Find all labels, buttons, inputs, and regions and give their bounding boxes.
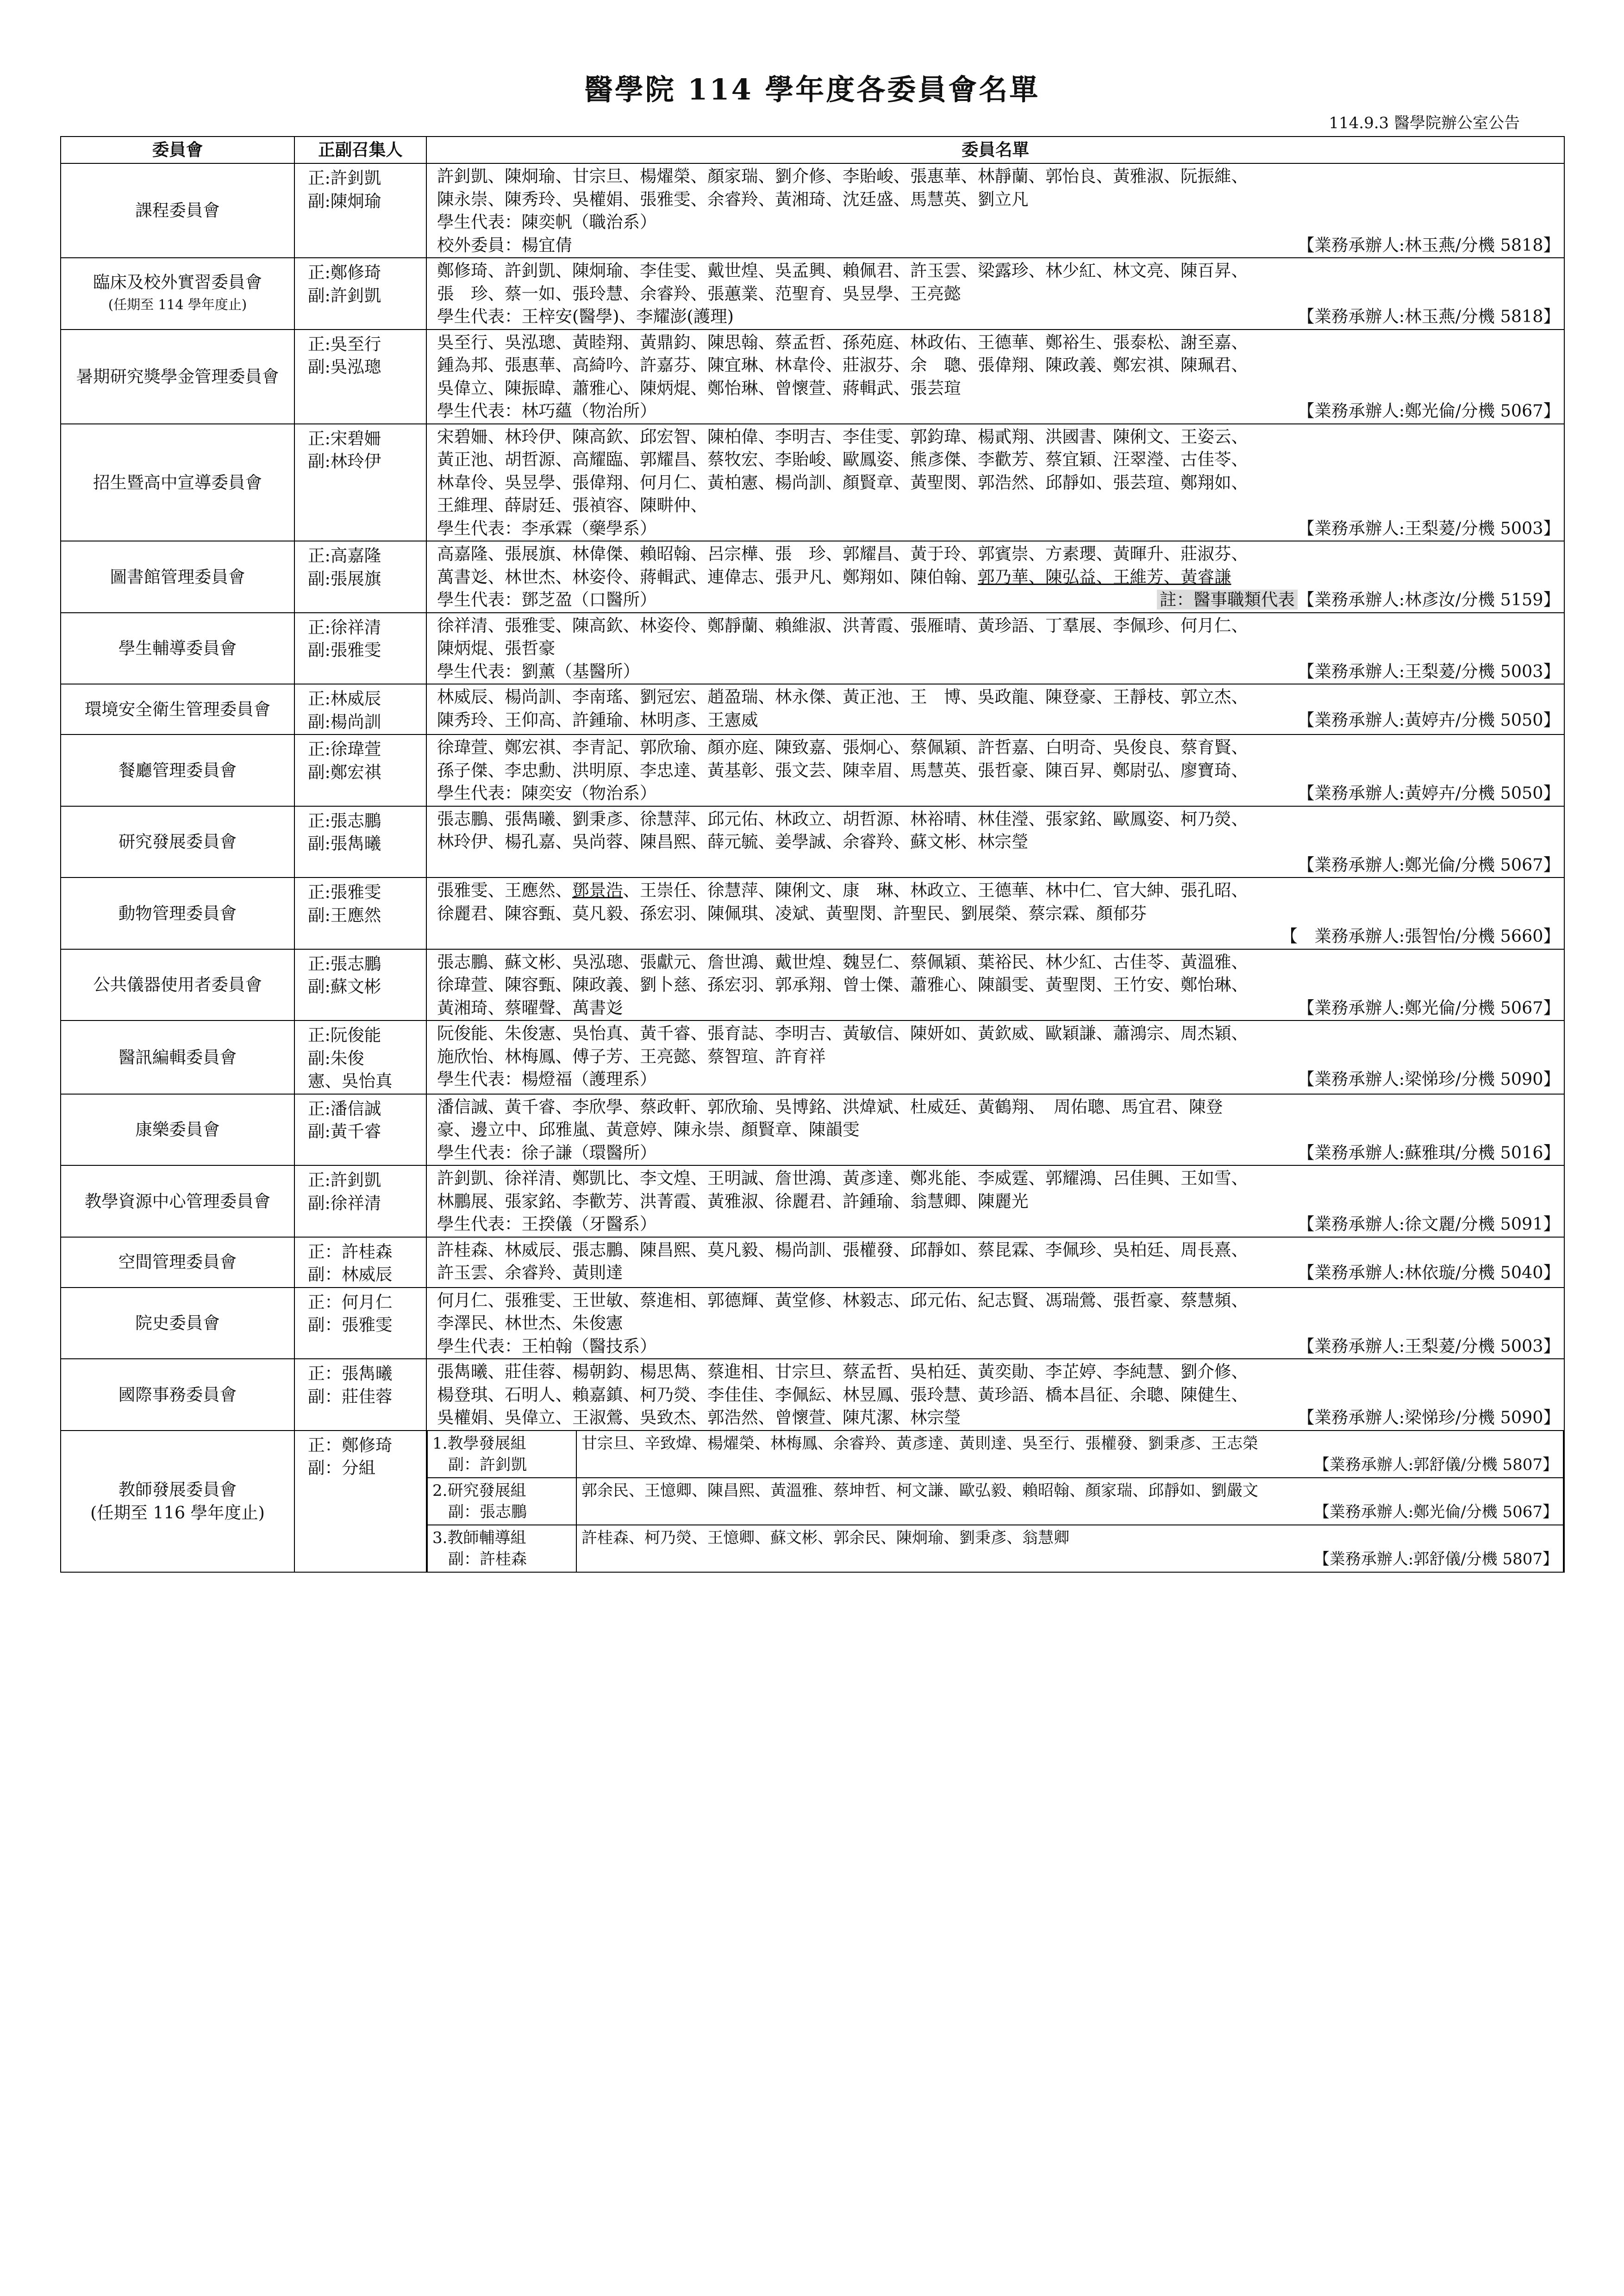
committee-name-text: 研究發展委員會 <box>118 832 237 852</box>
committee-conveners <box>294 541 426 613</box>
contact-wrap <box>1298 782 1560 805</box>
convener-line: 正:張志鵬 <box>308 953 381 974</box>
member-last-line <box>437 1068 1560 1091</box>
committee-name-text: 教學資源中心管理委員會 <box>84 1191 271 1211</box>
committee-name <box>61 684 294 734</box>
contact-wrap <box>1157 588 1560 611</box>
contact-wrap <box>1298 1335 1560 1358</box>
convener-line: 正:潘信誠 <box>308 1098 381 1119</box>
committee-members <box>426 1020 1564 1094</box>
committee-name <box>61 949 294 1021</box>
contact-wrap <box>1298 305 1560 328</box>
committee-name <box>61 877 294 949</box>
subgroup-member-list: 郭余民、王憶卿、陳昌熙、黃溫雅、蔡坤哲、柯文謙、歐弘毅、賴昭翰、顏家瑞、邱靜如、劉嚴文 <box>581 1481 1258 1500</box>
committee-row <box>61 806 1564 878</box>
convener-line: 副:張雋曦 <box>308 834 381 853</box>
subgroup-row <box>427 1431 1563 1478</box>
committee-name-text: 空間管理委員會 <box>118 1252 237 1272</box>
committee-name <box>61 1359 294 1431</box>
contact-info: 【業務承辦人:林彥汝/分機 5159】 <box>1297 590 1560 610</box>
committee-conveners <box>294 330 426 424</box>
committee-row <box>61 1359 1564 1431</box>
header-convener: 正副召集人 <box>294 137 426 163</box>
member-line: 徐祥清、張雅雯、陳高欽、林姿伶、鄭靜蘭、賴維淑、洪菁霞、張雁晴、黃珍語、丁羣展、李佩珍、何月仁、 <box>437 615 1248 635</box>
member-line: 許桂森、林威辰、張志鵬、陳昌熙、莫凡毅、楊尚訓、張權發、邱靜如、蔡昆霖、李佩珍、吳柏廷、周長熹、 <box>437 1239 1248 1260</box>
member-last-text: 黃湘琦、蔡曜聲、萬書彣 <box>437 997 623 1018</box>
committee-members <box>426 1237 1564 1288</box>
subgroup-name: 3.教師輔導組 <box>432 1528 526 1547</box>
convener-line: 副:鄭宏祺 <box>308 762 381 782</box>
convener-line: 副：張雅雯 <box>308 1315 393 1335</box>
committee-name-text: 醫訊編輯委員會 <box>118 1047 237 1067</box>
committee-name-text: 圖書館管理委員會 <box>110 566 245 587</box>
contact-wrap <box>1298 234 1560 257</box>
member-last-line <box>437 925 1560 948</box>
convener-line: 副:王應然 <box>308 905 381 925</box>
member-last-text: 陳秀玲、王仰高、許鍾瑜、林明彥、王憲威 <box>437 709 758 730</box>
member-line: 何月仁、張雅雯、王世敏、蔡進相、郭德輝、黃堂修、林毅志、邱元佑、紀志賢、馮瑞鶯、張哲豪、蔡慧頻、 <box>437 1290 1248 1310</box>
convener-line: 副:黃千睿 <box>308 1121 381 1141</box>
member-line: 張志鵬、張雋曦、劉秉彥、徐慧萍、邱元佑、林政立、胡哲源、林裕晴、林佳瀅、張家銘、歐鳳姿、柯乃熒、 <box>437 809 1248 829</box>
committee-name <box>61 1165 294 1237</box>
committee-members <box>426 1359 1564 1431</box>
subgroup-members <box>576 1478 1563 1525</box>
committee-name <box>61 424 294 541</box>
committee-name <box>61 1431 294 1572</box>
contact-info: 【業務承辦人:林玉燕/分機 5818】 <box>1297 235 1560 255</box>
convener-line: 正：許桂森 <box>308 1241 393 1262</box>
member-line: 孫子傑、李忠勳、洪明原、李忠達、黃基彰、張文芸、陳幸眉、馬慧英、張哲豪、陳百昇、鄭尉弘、廖寶琦、 <box>437 760 1248 780</box>
committee-members <box>426 684 1564 734</box>
committee-row <box>61 877 1564 949</box>
subgroup-member-list: 許桂森、柯乃熒、王憶卿、蘇文彬、郭余民、陳炯瑜、劉秉彥、翁慧卿 <box>581 1528 1069 1547</box>
contact-info: 【業務承辦人:黃婷卉/分機 5050】 <box>1297 783 1560 803</box>
header-members: 委員名單 <box>426 137 1564 163</box>
contact-info: 【業務承辦人:王梨萲/分機 5003】 <box>1297 518 1560 538</box>
member-line: 阮俊能、朱俊憲、吳怡真、黃千睿、張育誌、李明吉、黃敏信、陳妍如、黃欽威、歐穎謙、蕭鴻宗、周杰穎、 <box>437 1023 1248 1043</box>
convener-line: 副:蘇文彬 <box>308 977 381 996</box>
subgroup-contact-line <box>581 1549 1558 1570</box>
subgroup-title <box>427 1525 576 1572</box>
member-line <box>437 879 1560 902</box>
convener-line: 正：何月仁 <box>308 1292 393 1312</box>
member-last-line <box>437 588 1560 611</box>
contact-info: 【業務承辦人:黃婷卉/分機 5050】 <box>1297 709 1560 730</box>
convener-line: 副：林威辰 <box>308 1264 393 1284</box>
subgroup-vice: 副：張志鵬 <box>432 1502 527 1521</box>
note-badge: 註：醫事職類代表 <box>1157 590 1298 610</box>
committee-name-text: 課程委員會 <box>135 200 220 221</box>
member-line: 學生代表：陳奕帆（職治系） <box>437 212 657 232</box>
member-last-text: 學生代表：王柏翰（醫技系） <box>437 1336 657 1356</box>
committee-conveners <box>294 1020 426 1094</box>
member-line: 陳炳焜、張哲豪 <box>437 638 556 658</box>
committee-row <box>61 1431 1564 1572</box>
committee-row <box>61 734 1564 806</box>
convener-line: 正:許釗凱 <box>308 1170 381 1190</box>
convener-line: 正:徐祥清 <box>308 617 381 637</box>
convener-line: 副:徐祥清 <box>308 1193 381 1213</box>
convener-line: 副:吳泓璁 <box>308 357 381 377</box>
committee-members <box>426 877 1564 949</box>
contact-info: 【 業務承辦人:張智怡/分機 5660】 <box>1280 926 1560 946</box>
convener-line: 正:吳至行 <box>308 334 381 354</box>
committee-name-text: 動物管理委員會 <box>118 903 237 923</box>
committee-name-text: 學生輔導委員會 <box>118 638 237 658</box>
member-last-text: 學生代表：陳奕安（物治系） <box>437 783 657 803</box>
subgroup-name: 2.研究發展組 <box>432 1481 526 1500</box>
committee-conveners <box>294 258 426 330</box>
convener-line: 副:陳炯瑜 <box>308 191 381 211</box>
committee-term-note: (任期至 116 學年度止) <box>90 1502 265 1523</box>
convener-line: 正：鄭修琦 <box>308 1435 393 1455</box>
member-line: 張 珍、蔡一如、張玲慧、余睿羚、張蕙業、范聖育、吳昱學、王亮懿 <box>437 283 961 304</box>
committee-members <box>426 1288 1564 1359</box>
member-last-text: 學生代表：林巧蘊（物治所） <box>437 401 657 421</box>
committee-name-text: 公共儀器使用者委員會 <box>93 975 262 995</box>
contact-wrap <box>1298 1406 1560 1429</box>
committee-members <box>426 734 1564 806</box>
contact-wrap <box>1280 925 1560 948</box>
convener-line: 副:張雅雯 <box>308 640 381 660</box>
member-last-text: 學生代表：鄧芝盈（口醫所） <box>437 590 657 610</box>
member-line: 施欣怡、林梅鳳、傅子芳、王亮懿、蔡智瑄、許育祥 <box>437 1046 826 1066</box>
member-text: 、王崇任、徐慧萍、陳俐文、康 琳、林政立、王德華、林中仁、官大紳、張孔昭、 <box>623 880 1248 900</box>
member-line: 楊登琪、石明人、賴嘉鎮、柯乃熒、李佳佳、李佩紜、林昱鳳、張玲慧、黃珍語、橋本昌征、余聰、陳健生、 <box>437 1384 1248 1405</box>
member-last-line <box>437 996 1560 1020</box>
committee-conveners <box>294 613 426 684</box>
member-line: 徐麗君、陳容甄、莫凡毅、孫宏羽、陳佩琪、凌斌、黃聖閔、許聖民、劉展榮、蔡宗霖、顏郁芬 <box>437 903 1147 923</box>
committee-name <box>61 806 294 878</box>
convener-line: 正:阮俊能 <box>308 1025 381 1045</box>
contact-wrap <box>1298 1213 1560 1236</box>
member-line: 王維理、薛尉廷、張禎容、陳畊仲、 <box>437 495 707 515</box>
contact-wrap <box>1298 1068 1560 1091</box>
committee-name <box>61 163 294 258</box>
member-last-line <box>437 660 1560 683</box>
member-line: 鄭修琦、許釗凱、陳炯瑜、李佳雯、戴世煌、吳孟興、賴佩君、許玉雲、梁露珍、林少紅、林文亮、陳百昇、 <box>437 261 1248 280</box>
committee-conveners <box>294 1165 426 1237</box>
convener-line: 正:高嘉隆 <box>308 546 381 566</box>
subgroup-row <box>427 1525 1563 1572</box>
member-line: 黃正池、胡哲源、高耀臨、郭耀昌、蔡牧宏、李貽峻、歐鳳姿、熊彥傑、李歡芳、蔡宜穎、汪翠瀅、古佳苓、 <box>437 449 1248 469</box>
table-header-row <box>61 137 1564 163</box>
member-last-line <box>437 782 1560 805</box>
member-last-text: 學生代表：劉薰（基醫所） <box>437 661 640 681</box>
contact-info: 【業務承辦人:徐文麗/分機 5091】 <box>1297 1214 1560 1234</box>
committee-name-text: 餐廳管理委員會 <box>118 760 237 780</box>
member-last-text: 吳權娟、吳偉立、王淑鶯、吳致杰、郭浩然、曾懷萱、陳芃潔、林宗瑩 <box>437 1407 961 1427</box>
contact-info: 【業務承辦人:王梨萲/分機 5003】 <box>1297 661 1560 681</box>
committee-members <box>426 949 1564 1021</box>
member-line: 林玲伊、楊孔嘉、吳尚蓉、陳昌熙、薛元毓、姜學誠、余睿羚、蘇文彬、林宗瑩 <box>437 832 1029 852</box>
convener-line: 正:鄭修琦 <box>308 262 381 282</box>
contact-wrap <box>1298 996 1560 1020</box>
contact-wrap <box>1298 1141 1560 1164</box>
member-line: 宋碧姍、林玲伊、陳高欽、邱宏智、陳柏偉、李明吉、李佳雯、郭鈞瑋、楊貳翔、洪國書、陳俐文、王姿云、 <box>437 426 1248 447</box>
committee-conveners <box>294 1359 426 1431</box>
subgroup-vice: 副：許桂森 <box>432 1549 527 1568</box>
page-title: 醫學院 114 學年度各委員會名單 <box>584 73 1040 106</box>
contact-info: 【業務承辦人:郭舒儀/分機 5807】 <box>1313 1549 1558 1568</box>
committee-conveners <box>294 734 426 806</box>
committee-row <box>61 1020 1564 1094</box>
subgroup-title <box>427 1431 576 1478</box>
notice-line: 114.9.3 醫學院辦公室公告 <box>1329 114 1520 132</box>
member-line: 林威辰、楊尚訓、李南瑤、劉冠宏、趙盈瑞、林永傑、黃正池、王 博、吳政龍、陳登豪、王靜枝、郭立杰、 <box>437 687 1248 707</box>
convener-line: 副：分組 <box>308 1458 375 1478</box>
committee-conveners <box>294 1237 426 1288</box>
committee-row <box>61 949 1564 1021</box>
committee-row <box>61 613 1564 684</box>
member-last-text: 校外委員：楊宜倩 <box>437 235 572 255</box>
committee-name <box>61 1288 294 1359</box>
subgroup-members <box>576 1525 1563 1572</box>
committee-name-text: 暑期研究獎學金管理委員會 <box>76 366 279 386</box>
convener-line: 正：張雋曦 <box>308 1363 393 1383</box>
member-text-underlined: 郭乃華、陳弘益、王維芳、黃睿謙 <box>978 566 1231 587</box>
subgroup-vice: 副：許釗凱 <box>432 1455 527 1474</box>
subgroup-table <box>427 1431 1564 1572</box>
member-last-line <box>437 234 1560 257</box>
convener-line: 副:許釗凱 <box>308 285 381 305</box>
contact-wrap <box>1298 399 1560 423</box>
member-line: 許釗凱、陳炯瑜、甘宗旦、楊燿榮、顏家瑞、劉介修、李貽峻、張惠華、林靜蘭、郭怡良、黃雅淑、阮振維、 <box>437 166 1248 186</box>
committee-name-text: 康樂委員會 <box>135 1120 220 1139</box>
contact-wrap <box>1298 1261 1560 1284</box>
committee-row <box>61 330 1564 424</box>
member-line: 徐瑋萱、陳容甄、陳政義、劉卜慈、孫宏羽、郭承翔、曾士傑、蕭雅心、陳韻雯、黃聖閔、王竹安、鄭怡琳、 <box>437 975 1248 995</box>
committee-row <box>61 684 1564 734</box>
committee-row <box>61 424 1564 541</box>
member-last-line <box>437 1335 1560 1358</box>
committee-name <box>61 1094 294 1166</box>
convener-line: 正:許釗凱 <box>308 168 381 188</box>
committee-members <box>426 163 1564 258</box>
contact-info: 【業務承辦人:蘇雅琪/分機 5016】 <box>1297 1142 1560 1163</box>
member-last-line <box>437 709 1560 732</box>
committee-conveners <box>294 1288 426 1359</box>
committee-name-text: 招生暨高中宣導委員會 <box>93 472 262 492</box>
contact-info: 【業務承辦人:鄭光倫/分機 5067】 <box>1313 1502 1558 1521</box>
member-line <box>437 566 1560 589</box>
member-last-line <box>437 1406 1560 1429</box>
member-line: 張雋曦、莊佳蓉、楊朝鈞、楊思雋、蔡進相、甘宗旦、蔡孟哲、吳柏廷、黃奕勛、李芷婷、李純慧、劉介修、 <box>437 1362 1248 1381</box>
contact-wrap <box>1298 517 1560 540</box>
committee-conveners <box>294 163 426 258</box>
committee-term-note: (任期至 114 學年度止) <box>108 297 247 313</box>
committee-row <box>61 258 1564 330</box>
member-last-text: 學生代表：王揆儀（牙醫系） <box>437 1214 657 1234</box>
committee-name <box>61 541 294 613</box>
subgroup-title <box>427 1478 576 1525</box>
contact-wrap <box>1298 853 1560 877</box>
subgroup-members <box>576 1431 1563 1478</box>
member-last-line <box>437 1261 1560 1284</box>
member-last-line <box>437 399 1560 423</box>
contact-info: 【業務承辦人:鄭光倫/分機 5067】 <box>1297 401 1560 421</box>
convener-line: 正:張志鵬 <box>308 810 381 831</box>
member-last-line <box>437 517 1560 540</box>
committee-members <box>426 330 1564 424</box>
member-line: 林鵬展、張家銘、李歡芳、洪菁霞、黃雅淑、徐麗君、許鍾瑜、翁慧卿、陳麗光 <box>437 1191 1029 1211</box>
contact-info: 【業務承辦人:林依璇/分機 5040】 <box>1297 1263 1560 1282</box>
committee-conveners <box>294 684 426 734</box>
convener-line: 副：莊佳蓉 <box>308 1386 393 1406</box>
committee-name-text: 臨床及校外實習委員會 <box>93 272 262 292</box>
member-last-text: 許玉雲、余睿羚、黃則達 <box>437 1263 623 1282</box>
convener-line: 副:朱俊 <box>308 1048 364 1068</box>
convener-line: 副:張展旗 <box>308 568 381 589</box>
member-line: 張志鵬、蘇文彬、吳泓璁、張獻元、詹世鴻、戴世煌、魏昱仁、蔡佩穎、葉裕民、林少紅、古佳苓、黃溫雅、 <box>437 952 1248 972</box>
committee-row <box>61 1094 1564 1166</box>
member-last-text: 學生代表：李承霖（藥學系） <box>437 518 657 538</box>
committee-row <box>61 163 1564 258</box>
committee-name <box>61 1237 294 1288</box>
member-last-line <box>437 853 1560 877</box>
header-committee: 委員會 <box>61 137 294 163</box>
committee-conveners <box>294 1094 426 1166</box>
committee-name-text: 教師發展委員會 <box>118 1480 237 1500</box>
committee-name <box>61 1020 294 1094</box>
member-last-line <box>437 305 1560 328</box>
member-last-line <box>437 1213 1560 1236</box>
member-line: 鍾為邦、張惠華、高綺吟、許嘉芬、陳宜琳、林韋伶、莊淑芬、余 聰、張偉翔、陳政義、鄭宏祺、陳珮君、 <box>437 355 1248 375</box>
committee-row <box>61 1237 1564 1288</box>
committee-name-text: 院史委員會 <box>135 1313 220 1333</box>
member-last-text: 學生代表：徐子謙（環醫所） <box>437 1142 657 1163</box>
convener-line: 正:林威辰 <box>308 689 381 709</box>
committee-members <box>426 1431 1564 1572</box>
committee-row <box>61 1288 1564 1359</box>
contact-info: 【業務承辦人:梁悌珍/分機 5090】 <box>1297 1407 1560 1427</box>
member-line: 許釗凱、徐祥清、鄭凱比、李文煌、王明誠、詹世鴻、黃彥達、鄭兆能、李威霆、郭耀鴻、呂佳興、王如雪、 <box>437 1168 1248 1188</box>
committee-row <box>61 541 1564 613</box>
subgroup-row <box>427 1478 1563 1525</box>
committee-members <box>426 258 1564 330</box>
contact-info: 【業務承辦人:梁悌珍/分機 5090】 <box>1297 1069 1560 1089</box>
committee-conveners <box>294 424 426 541</box>
contact-wrap <box>1298 660 1560 683</box>
member-text: 張雅雯、王應然、 <box>437 880 572 900</box>
committee-members <box>426 1094 1564 1166</box>
subgroup-name: 1.教學發展組 <box>432 1434 526 1453</box>
subgroup-contact-line <box>581 1454 1558 1475</box>
member-line: 徐瑋萱、鄭宏祺、李青記、郭欣瑜、顏亦庭、陳致嘉、張炯心、蔡佩穎、許哲嘉、白明奇、吳俊良、蔡育賢、 <box>437 737 1248 757</box>
committee-conveners <box>294 949 426 1021</box>
convener-line: 副:楊尚訓 <box>308 711 381 732</box>
contact-info: 【業務承辦人:林玉燕/分機 5818】 <box>1297 306 1560 326</box>
member-text-underlined: 鄧景浩 <box>572 880 623 900</box>
committee-row <box>61 1165 1564 1237</box>
member-line: 高嘉隆、張展旗、林偉傑、賴昭翰、呂宗樺、張 珍、郭耀昌、黃于玲、郭賓崇、方素瓔、黃暉升、莊淑芬、 <box>437 544 1248 564</box>
member-text: 萬書彣、林世杰、林姿伶、蔣輯武、連偉志、張尹凡、鄭翔如、陳伯翰、 <box>437 566 978 587</box>
document-page <box>60 69 1564 1573</box>
subgroup-contact-line <box>581 1501 1558 1523</box>
member-last-line <box>437 1141 1560 1164</box>
member-line: 李澤民、林世杰、朱俊憲 <box>437 1313 623 1333</box>
member-last-text: 學生代表：王梓安(醫學)、李耀澎(護理) <box>437 306 734 326</box>
committee-name-text: 國際事務委員會 <box>118 1384 237 1405</box>
committee-members <box>426 806 1564 878</box>
committee-members <box>426 424 1564 541</box>
convener-line: 正:張雅雯 <box>308 882 381 902</box>
contact-info: 【業務承辦人:郭舒儀/分機 5807】 <box>1313 1455 1558 1474</box>
contact-info: 【業務承辦人:鄭光倫/分機 5067】 <box>1297 854 1560 875</box>
committee-conveners <box>294 877 426 949</box>
member-last-text: 學生代表：楊燈福（護理系） <box>437 1069 657 1089</box>
committee-name <box>61 258 294 330</box>
contact-info: 【業務承辦人:王梨萲/分機 5003】 <box>1297 1336 1560 1356</box>
convener-line: 憲、吳怡真 <box>308 1071 393 1091</box>
member-line: 陳永崇、陳秀玲、吳權娟、張雅雯、余睿羚、黃湘琦、沈廷盛、馬慧英、劉立凡 <box>437 189 1029 209</box>
committee-name <box>61 330 294 424</box>
member-line: 吳偉立、陳振暐、蕭雅心、陳炳焜、鄭怡琳、曾懷萱、蔣輯武、張芸瑄 <box>437 378 961 398</box>
member-line: 吳至行、吳泓璁、黃睦翔、黃鼎鈞、陳思翰、蔡孟哲、孫苑庭、林政佑、王德華、鄭裕生、張泰松、謝至嘉、 <box>437 332 1248 352</box>
committee-members <box>426 1165 1564 1237</box>
committee-members <box>426 613 1564 684</box>
committee-name <box>61 613 294 684</box>
committee-name <box>61 734 294 806</box>
convener-line: 正:宋碧姍 <box>308 428 381 448</box>
committee-name-text: 環境安全衛生管理委員會 <box>84 699 271 719</box>
member-line: 林韋伶、吳昱學、張偉翔、何月仁、黃柏憲、楊尚訓、顏賢章、黃聖閔、郭浩然、邱靜如、張芸瑄、鄭翔如、 <box>437 472 1248 492</box>
contact-info: 【業務承辦人:鄭光倫/分機 5067】 <box>1297 997 1560 1018</box>
committee-members <box>426 541 1564 613</box>
member-line: 潘信誠、黃千睿、李欣學、蔡政軒、郭欣瑜、吳博銘、洪煒斌、杜威廷、黃鶴翔、 周佑聰、馬宜君、陳登 <box>437 1096 1223 1117</box>
convener-line: 正:徐瑋萱 <box>308 739 381 759</box>
committee-table <box>60 136 1565 1573</box>
committee-conveners <box>294 1431 426 1572</box>
member-line: 豪、邊立中、邱雅嵐、黃意婷、陳永崇、顏賢章、陳韻雯 <box>437 1120 860 1139</box>
contact-wrap <box>1298 709 1560 732</box>
convener-line: 副:林玲伊 <box>308 451 381 471</box>
subgroup-member-list: 甘宗旦、辛致煒、楊燿榮、林梅鳳、余睿羚、黃彥達、黃則達、吳至行、張權發、劉秉彥、王志榮 <box>581 1434 1258 1453</box>
committee-conveners <box>294 806 426 878</box>
